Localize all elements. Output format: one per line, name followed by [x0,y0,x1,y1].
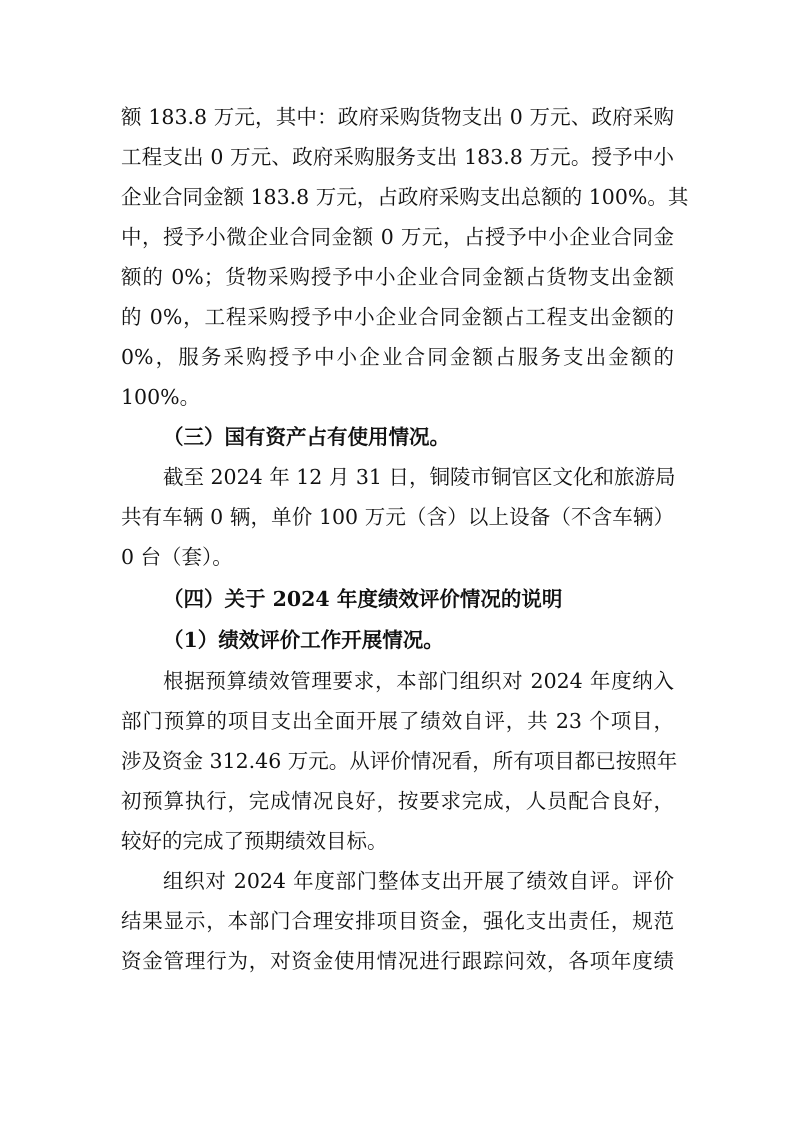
paragraph-line: 结果显示，本部门合理安排项目资金，强化支出责任，规范 [121,909,674,933]
paragraph-line: 工程支出 0 万元、政府采购服务支出 183.8 万元。授予中小 [121,145,674,169]
paragraph-line: 共有车辆 0 辆，单价 100 万元（含）以上设备（不含车辆） [121,505,674,529]
paragraph-line: 0 台（套）。 [121,545,233,569]
paragraph-line: 中，授予小微企业合同金额 0 万元，占授予中小企业合同金 [121,225,674,249]
paragraph-line: 涉及资金 312.46 万元。从评价情况看，所有项目都已按照年 [121,749,678,773]
paragraph-line: 0%，服务采购授予中小企业合同金额占服务支出金额的 [121,345,674,369]
paragraph-line: 额 183.8 万元，其中：政府采购货物支出 0 万元、政府采购 [121,105,674,129]
paragraph-line: 初预算执行，完成情况良好，按要求完成，人员配合良好， [121,789,674,813]
section-heading: （四）关于 2024 年度绩效评价情况的说明 [163,587,563,611]
subsection-heading: （1）绩效评价工作开展情况。 [163,628,444,652]
paragraph-line: 较好的完成了预期绩效目标。 [121,829,388,853]
section-heading: （三）国有资产占有使用情况。 [163,425,450,449]
paragraph-line: 100%。 [121,385,201,409]
paragraph-line: 根据预算绩效管理要求，本部门组织对 2024 年度纳入 [163,669,674,693]
paragraph-line: 组织对 2024 年度部门整体支出开展了绩效自评。评价 [163,869,674,893]
paragraph-line: 资金管理行为，对资金使用情况进行跟踪问效，各项年度绩 [121,949,674,973]
paragraph-line: 截至 2024 年 12 月 31 日，铜陵市铜官区文化和旅游局 [163,465,676,489]
paragraph-line: 企业合同金额 183.8 万元，占政府采购支出总额的 100%。其 [121,185,689,209]
paragraph-line: 的 0%，工程采购授予中小企业合同金额占工程支出金额的 [121,305,674,329]
paragraph-line: 额的 0%；货物采购授予中小企业合同金额占货物支出金额 [121,265,674,289]
paragraph-line: 部门预算的项目支出全面开展了绩效自评，共 23 个项目， [121,709,674,733]
